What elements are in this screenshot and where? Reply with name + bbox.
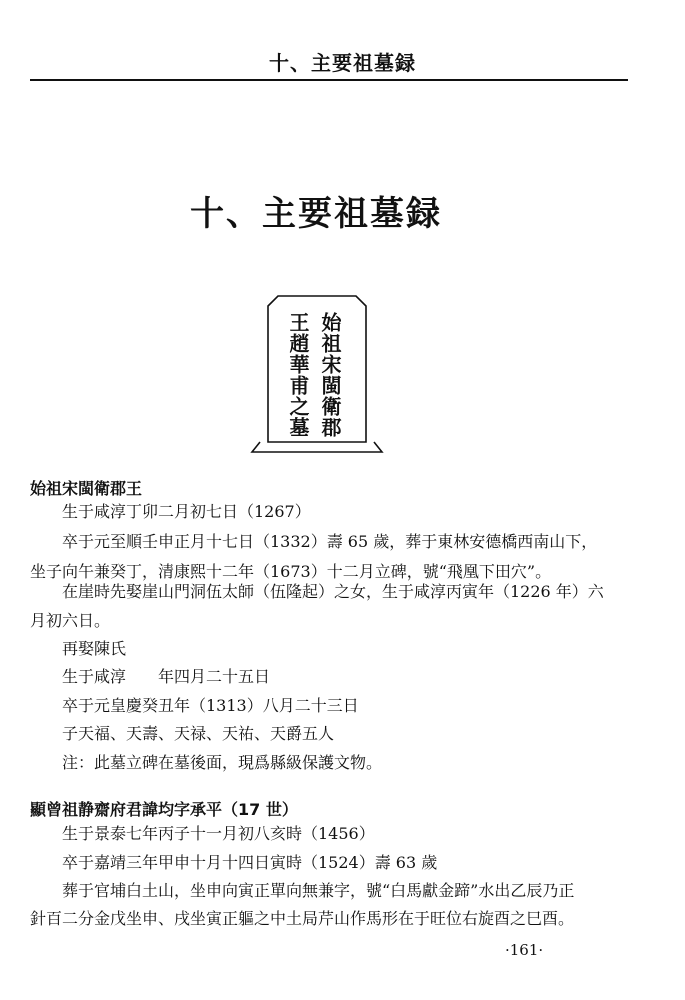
body-line: 卒于元至順壬申正月十七日（1332）壽 65 歲，葬于東林安德橋西南山下，: [62, 532, 598, 551]
body-line: 生于咸淳 年四月二十五日: [62, 667, 271, 686]
tombstone-inscription-left: 王趙華甫之墓: [286, 312, 310, 438]
page-number: ·161·: [505, 941, 544, 959]
running-header: 十、主要祖墓録: [269, 51, 416, 75]
body-line: 子天福、天壽、天禄、天祐、天爵五人: [62, 724, 335, 743]
section-heading: 顯曾祖静齋府君諱均字承平（17 世）: [30, 800, 298, 819]
body-line: 月初六日。: [30, 611, 111, 630]
body-line: 坐子向午兼癸丁，清康熙十二年（1673）十二月立碑，號“飛凰下田穴”。: [30, 562, 552, 581]
tombstone-inscription-right: 始祖宋閩衛郡: [318, 312, 342, 438]
body-line: 葬于官埔白土山，坐申向寅正單向無兼字，號“白馬獻金蹄”水出乙辰乃正: [62, 881, 575, 900]
body-line: 卒于元皇慶癸丑年（1313）八月二十三日: [62, 696, 359, 715]
section-heading: 始祖宋閩衛郡王: [30, 479, 143, 498]
header-rule: [30, 79, 628, 81]
chapter-title: 十、主要祖墓録: [190, 194, 442, 234]
body-line: 針百二分金戊坐申、戌坐寅正軀之中土局芹山作馬形在于旺位右旋酉之巳酉。: [30, 909, 575, 928]
body-line: 再娶陳氏: [62, 639, 127, 658]
body-line: 卒于嘉靖三年甲申十月十四日寅時（1524）壽 63 歲: [62, 853, 438, 872]
body-line: 生于咸淳丁卯二月初七日（1267）: [62, 502, 311, 521]
tombstone-figure: [238, 290, 398, 465]
body-line: 生于景泰七年丙子十一月初八亥時（1456）: [62, 824, 375, 843]
body-line: 在崖時先娶崖山門洞伍太師（伍隆起）之女，生于咸淳丙寅年（1226 年）六: [62, 582, 604, 601]
body-line: 注：此墓立碑在墓後面，現爲縣級保護文物。: [62, 753, 383, 772]
